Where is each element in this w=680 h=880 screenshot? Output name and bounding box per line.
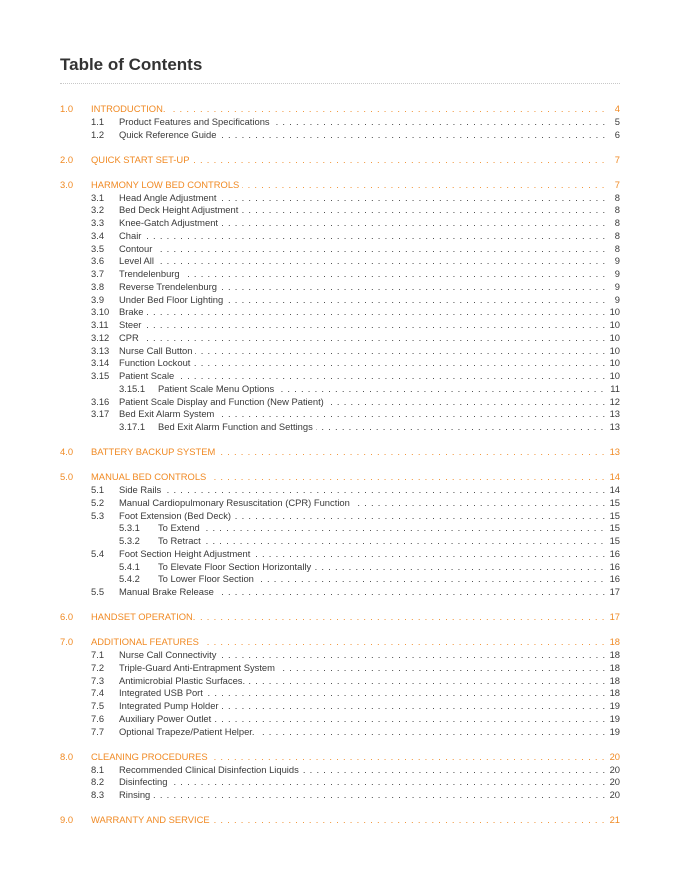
toc-entry-number: 3.10	[91, 306, 110, 318]
toc-entry-label: Manual Brake Release	[119, 586, 217, 597]
toc-entry-leader	[119, 356, 606, 369]
toc-entry-leader	[91, 153, 606, 166]
toc-entry-label: Steer	[119, 319, 144, 330]
toc-entry-page: 15	[609, 496, 620, 508]
toc-entry-label: Product Features and Specifications	[119, 116, 273, 127]
toc-entry-number: 6.0	[60, 611, 74, 623]
toc-entry-page: 18	[609, 687, 620, 699]
toc-entry[interactable]	[0, 509, 680, 522]
toc-entry-label: Nurse Call Button	[119, 345, 195, 356]
toc-entry-label: Trendelenburg	[119, 268, 183, 279]
toc-entry[interactable]	[0, 318, 680, 331]
toc-entry-number: 3.5	[91, 242, 105, 254]
toc-entry-leader	[119, 267, 606, 280]
toc-entry-label: Auxiliary Power Outlet	[119, 713, 214, 724]
toc-entry-leader	[91, 470, 606, 483]
toc-entry-leader	[158, 420, 606, 433]
toc-entry[interactable]	[0, 128, 680, 141]
toc-entry[interactable]	[0, 178, 680, 191]
toc-entry-label: Rinsing	[119, 789, 153, 800]
toc-entry-leader	[91, 750, 606, 763]
toc-entry-page: 19	[609, 712, 620, 724]
toc-entry[interactable]	[0, 153, 680, 166]
toc-entry-label: Reverse Trendelenburg	[119, 281, 220, 292]
toc-entry-number: 1.2	[91, 128, 105, 140]
toc-entry-label: Knee-Gatch Adjustment	[119, 217, 221, 228]
toc-entry-number: 7.0	[60, 636, 74, 648]
toc-entry[interactable]	[0, 331, 680, 344]
toc-entry-label: Patient Scale Display and Function (New Patient)	[119, 396, 327, 407]
toc-entry-number: 5.4.1	[119, 560, 140, 572]
toc-entry-page: 10	[609, 306, 620, 318]
toc-entry-page: 14	[609, 471, 620, 483]
toc-entry-number: 8.2	[91, 776, 105, 788]
toc-entry[interactable]	[0, 470, 680, 483]
toc-entry-leader	[119, 229, 606, 242]
toc-entry-number: 3.17.1	[119, 421, 146, 433]
toc-entry-leader	[158, 572, 606, 585]
toc-entry-number: 7.6	[91, 712, 105, 724]
toc-entry-page: 12	[609, 395, 620, 407]
toc-entry-leader	[119, 115, 606, 128]
toc-entry[interactable]	[0, 699, 680, 712]
toc-entry-page: 9	[614, 280, 620, 292]
toc-entry-leader	[119, 407, 606, 420]
toc-entry-number: 3.16	[91, 395, 110, 407]
toc-entry-page: 15	[609, 535, 620, 547]
toc-entry-leader	[119, 254, 606, 267]
toc-entry-page: 16	[609, 560, 620, 572]
toc-entry-label: To Lower Floor Section	[158, 573, 257, 584]
toc-entry-leader	[119, 395, 606, 408]
toc-entry-number: 5.4	[91, 547, 105, 559]
toc-entry-leader	[119, 585, 606, 598]
toc-entry-label: Nurse Call Connectivity	[119, 649, 219, 660]
toc-entry-number: 9.0	[60, 814, 74, 826]
toc-entry[interactable]	[0, 280, 680, 293]
toc-entry-number: 3.3	[91, 217, 105, 229]
toc-entry-page: 19	[609, 725, 620, 737]
toc-entry[interactable]	[0, 775, 680, 788]
toc-entry-label: To Extend	[158, 522, 203, 533]
toc-entry[interactable]	[0, 534, 680, 547]
toc-entry-leader	[91, 610, 606, 623]
toc-entry-label: Triple-Guard Anti-Entrapment System	[119, 662, 278, 673]
toc-entry-number: 7.7	[91, 725, 105, 737]
toc-entry-leader	[119, 483, 606, 496]
toc-entry-page: 17	[609, 611, 620, 623]
toc-entry-label: BATTERY BACKUP SYSTEM	[91, 446, 218, 457]
toc-entry-page: 15	[609, 509, 620, 521]
toc-entry-leader	[119, 344, 606, 357]
toc-entry-number: 5.1	[91, 484, 105, 496]
toc-entry-number: 8.3	[91, 789, 105, 801]
toc-entry[interactable]	[0, 496, 680, 509]
toc-entry-leader	[119, 686, 606, 699]
toc-entry-leader	[119, 191, 606, 204]
toc-entry-number: 3.17	[91, 408, 110, 420]
toc-entry-label: Foot Extension (Bed Deck)	[119, 510, 234, 521]
toc-entry-label: Patient Scale	[119, 370, 177, 381]
toc-entry-label: Antimicrobial Plastic Surfaces.	[119, 675, 248, 686]
toc-entry-leader	[119, 128, 606, 141]
toc-entry-page: 10	[609, 319, 620, 331]
toc-entry-number: 2.0	[60, 153, 74, 165]
toc-entry-number: 3.0	[60, 178, 74, 190]
toc-entry-label: Patient Scale Menu Options	[158, 383, 277, 394]
toc-entry-leader	[119, 712, 606, 725]
toc-entry-page: 8	[614, 242, 620, 254]
toc-entry[interactable]	[0, 813, 680, 826]
toc-entry[interactable]	[0, 203, 680, 216]
toc-entry-label: CLEANING PROCEDURES	[91, 751, 211, 762]
toc-entry-page: 13	[609, 446, 620, 458]
toc-entry[interactable]	[0, 750, 680, 763]
toc-entry-leader	[119, 496, 606, 509]
toc-entry-leader	[91, 178, 606, 191]
toc-entry-label: CPR	[119, 332, 142, 343]
toc-entry-leader	[119, 318, 606, 331]
toc-entry-page: 5	[614, 115, 620, 127]
toc-entry[interactable]	[0, 305, 680, 318]
toc-entry[interactable]	[0, 382, 680, 395]
toc-entry-number: 5.0	[60, 471, 74, 483]
toc-entry-number: 5.4.2	[119, 573, 140, 585]
toc-entry[interactable]	[0, 648, 680, 661]
toc-entry-label: To Elevate Floor Section Horizontally	[158, 561, 314, 572]
toc-entry-number: 3.4	[91, 229, 105, 241]
toc-entry-leader	[119, 725, 606, 738]
toc-entry-label: Bed Exit Alarm System	[119, 408, 217, 419]
toc-entry-label: Integrated Pump Holder	[119, 700, 222, 711]
toc-entry[interactable]	[0, 686, 680, 699]
toc-entry[interactable]	[0, 763, 680, 776]
toc-entry[interactable]	[0, 483, 680, 496]
toc-entry-leader	[119, 547, 606, 560]
toc-entry-leader	[119, 242, 606, 255]
toc-entry[interactable]	[0, 420, 680, 433]
toc-entry[interactable]	[0, 369, 680, 382]
toc-entry-number: 3.9	[91, 293, 105, 305]
toc-entry-number: 5.3.2	[119, 535, 140, 547]
toc-entry-leader	[158, 382, 606, 395]
toc-entry-number: 3.11	[91, 319, 109, 331]
toc-entry-label: Side Rails	[119, 484, 164, 495]
toc-entry-label: Optional Trapeze/Patient Helper.	[119, 726, 258, 737]
toc-entry[interactable]	[0, 572, 680, 585]
toc-entry-leader	[119, 661, 606, 674]
toc-entry[interactable]	[0, 395, 680, 408]
toc-entry-page: 6	[614, 128, 620, 140]
toc-entry-leader	[119, 699, 606, 712]
toc-entry-label: Quick Reference Guide	[119, 129, 219, 140]
toc-entry-label: ADDITIONAL FEATURES	[91, 636, 202, 647]
toc-entry-number: 7.2	[91, 661, 105, 673]
toc-entry-leader	[158, 560, 606, 573]
toc-entry-number: 3.12	[91, 331, 110, 343]
toc-entry-label: Chair	[119, 230, 144, 241]
toc-entry-page: 18	[609, 649, 620, 661]
toc-entry-page: 14	[609, 484, 620, 496]
toc-entry-label: Level All	[119, 255, 157, 266]
toc-entry-label: Manual Cardiopulmonary Resuscitation (CPR) Function	[119, 497, 353, 508]
toc-entry-label: Recommended Clinical Disinfection Liquids	[119, 764, 302, 775]
toc-entry[interactable]	[0, 585, 680, 598]
toc-entry-page: 8	[614, 217, 620, 229]
toc-entry[interactable]	[0, 521, 680, 534]
toc-entry-leader	[119, 674, 606, 687]
toc-entry[interactable]	[0, 229, 680, 242]
toc-entry-page: 20	[609, 776, 620, 788]
toc-entry-leader	[119, 788, 606, 801]
toc-entry[interactable]	[0, 102, 680, 115]
toc-entry-label: Head Angle Adjustment	[119, 192, 219, 203]
toc-entry-leader	[119, 203, 606, 216]
toc-entry-number: 7.4	[91, 687, 105, 699]
toc-entry-label: Bed Deck Height Adjustment	[119, 204, 241, 215]
toc-entry[interactable]	[0, 712, 680, 725]
toc-entry-page: 18	[609, 661, 620, 673]
toc-entry[interactable]	[0, 547, 680, 560]
toc-entry-label: INTRODUCTION.	[91, 103, 168, 114]
toc-entry-number: 8.0	[60, 750, 74, 762]
toc-entry[interactable]	[0, 254, 680, 267]
toc-entry[interactable]	[0, 661, 680, 674]
toc-entry-number: 5.3.1	[119, 522, 140, 534]
toc-entry-number: 5.3	[91, 509, 105, 521]
toc-entry-page: 10	[609, 331, 620, 343]
toc-entry[interactable]	[0, 788, 680, 801]
toc-entry-leader	[119, 763, 606, 776]
toc-entry-label: Brake	[119, 306, 147, 317]
toc-entry[interactable]	[0, 635, 680, 648]
toc-entry-label: MANUAL BED CONTROLS	[91, 471, 209, 482]
toc-entry-page: 16	[609, 573, 620, 585]
toc-entry-page: 21	[609, 814, 620, 826]
toc-entry-number: 1.1	[91, 115, 105, 127]
toc-entry[interactable]	[0, 610, 680, 623]
toc-entry[interactable]	[0, 725, 680, 738]
toc-entry[interactable]	[0, 293, 680, 306]
toc-entry[interactable]	[0, 216, 680, 229]
toc-entry-leader	[158, 534, 606, 547]
toc-entry-page: 8	[614, 191, 620, 203]
toc-entry-page: 9	[614, 255, 620, 267]
toc-entry[interactable]	[0, 674, 680, 687]
toc-entry[interactable]	[0, 115, 680, 128]
toc-entry-page: 4	[614, 103, 620, 114]
toc-entry-number: 7.1	[91, 649, 105, 661]
toc-entry-number: 3.2	[91, 204, 105, 216]
toc-entry-number: 7.5	[91, 700, 105, 712]
toc-entry-page: 7	[614, 153, 620, 165]
toc-entry-leader	[119, 280, 606, 293]
toc-entry-number: 3.13	[91, 344, 110, 356]
toc-entry[interactable]	[0, 407, 680, 420]
toc-entry-page: 9	[614, 268, 620, 280]
toc-entry[interactable]	[0, 242, 680, 255]
toc-entry[interactable]	[0, 560, 680, 573]
toc-entry-label: Integrated USB Port	[119, 687, 206, 698]
toc-entry-label: QUICK START SET-UP	[91, 154, 192, 165]
toc-entry-leader	[158, 521, 606, 534]
toc-entry-page: 16	[609, 547, 620, 559]
toc-entry-number: 3.15.1	[119, 382, 146, 394]
toc-entry-label: HARMONY LOW BED CONTROLS	[91, 179, 242, 190]
toc-entry-number: 7.3	[91, 674, 105, 686]
page-title: Table of Contents	[60, 55, 203, 74]
toc-entry-page: 10	[609, 344, 620, 356]
toc-entry-number: 1.0	[60, 103, 74, 114]
toc-entry-number: 3.1	[91, 191, 105, 203]
toc-entry-number: 3.6	[91, 255, 105, 267]
toc-entry[interactable]	[0, 356, 680, 369]
toc-entry-page: 18	[609, 674, 620, 686]
toc-entry-page: 18	[609, 636, 620, 648]
toc-entry-page: 10	[609, 357, 620, 369]
toc-entry-label: Contour	[119, 243, 155, 254]
toc-entry-page: 10	[609, 370, 620, 382]
toc-entry-page: 20	[609, 789, 620, 801]
toc-entry-number: 4.0	[60, 446, 74, 458]
toc-entry-page: 8	[614, 204, 620, 216]
toc-entry-number: 3.8	[91, 280, 105, 292]
toc-entry-leader	[119, 775, 606, 788]
toc-entry-page: 17	[609, 586, 620, 598]
toc-entry-label: Function Lockout	[119, 357, 193, 368]
toc-entry-label: To Retract	[158, 535, 204, 546]
toc-entry-page: 7	[614, 178, 620, 190]
toc-entry-number: 3.15	[91, 370, 110, 382]
toc-entry-number: 5.2	[91, 496, 105, 508]
toc-entry-label: Bed Exit Alarm Function and Settings	[158, 421, 316, 432]
toc-entry-leader	[91, 813, 606, 826]
toc-entry-label: WARRANTY AND SERVICE	[91, 814, 213, 825]
toc-entry[interactable]	[0, 267, 680, 280]
toc-entry-number: 3.7	[91, 268, 105, 280]
toc-entry-number: 5.5	[91, 586, 105, 598]
toc-entry[interactable]	[0, 191, 680, 204]
toc-entry-leader	[119, 509, 606, 522]
toc-entry-label: HANDSET OPERATION.	[91, 611, 198, 622]
toc-entry-page: 15	[609, 522, 620, 534]
toc-entry-number: 3.14	[91, 357, 110, 369]
toc-entry-leader	[119, 305, 606, 318]
toc-entry[interactable]	[0, 344, 680, 357]
toc-entry-leader	[119, 648, 606, 661]
toc-entry-page: 20	[609, 763, 620, 775]
toc-entry-leader	[119, 331, 606, 344]
toc-entry-label: Foot Section Height Adjustment	[119, 548, 253, 559]
toc-entry-label: Disinfecting	[119, 776, 170, 787]
toc-entry-leader	[119, 216, 606, 229]
toc-entry-label: Under Bed Floor Lighting	[119, 294, 226, 305]
toc-entry-leader	[91, 102, 606, 115]
toc-entry-page: 8	[614, 229, 620, 241]
toc-entry-page: 20	[609, 750, 620, 762]
toc-entry-leader	[119, 293, 606, 306]
toc-entry-leader	[91, 445, 606, 458]
toc-entry-page: 11	[610, 382, 620, 394]
toc-entry-number: 8.1	[91, 763, 105, 775]
toc-entry-leader	[91, 635, 606, 648]
toc-entry-leader	[119, 369, 606, 382]
toc-entry-page: 13	[609, 421, 620, 433]
toc-entry-page: 19	[609, 700, 620, 712]
toc-entry[interactable]	[0, 445, 680, 458]
toc-entry-page: 9	[614, 293, 620, 305]
toc-entry-page: 13	[609, 408, 620, 420]
